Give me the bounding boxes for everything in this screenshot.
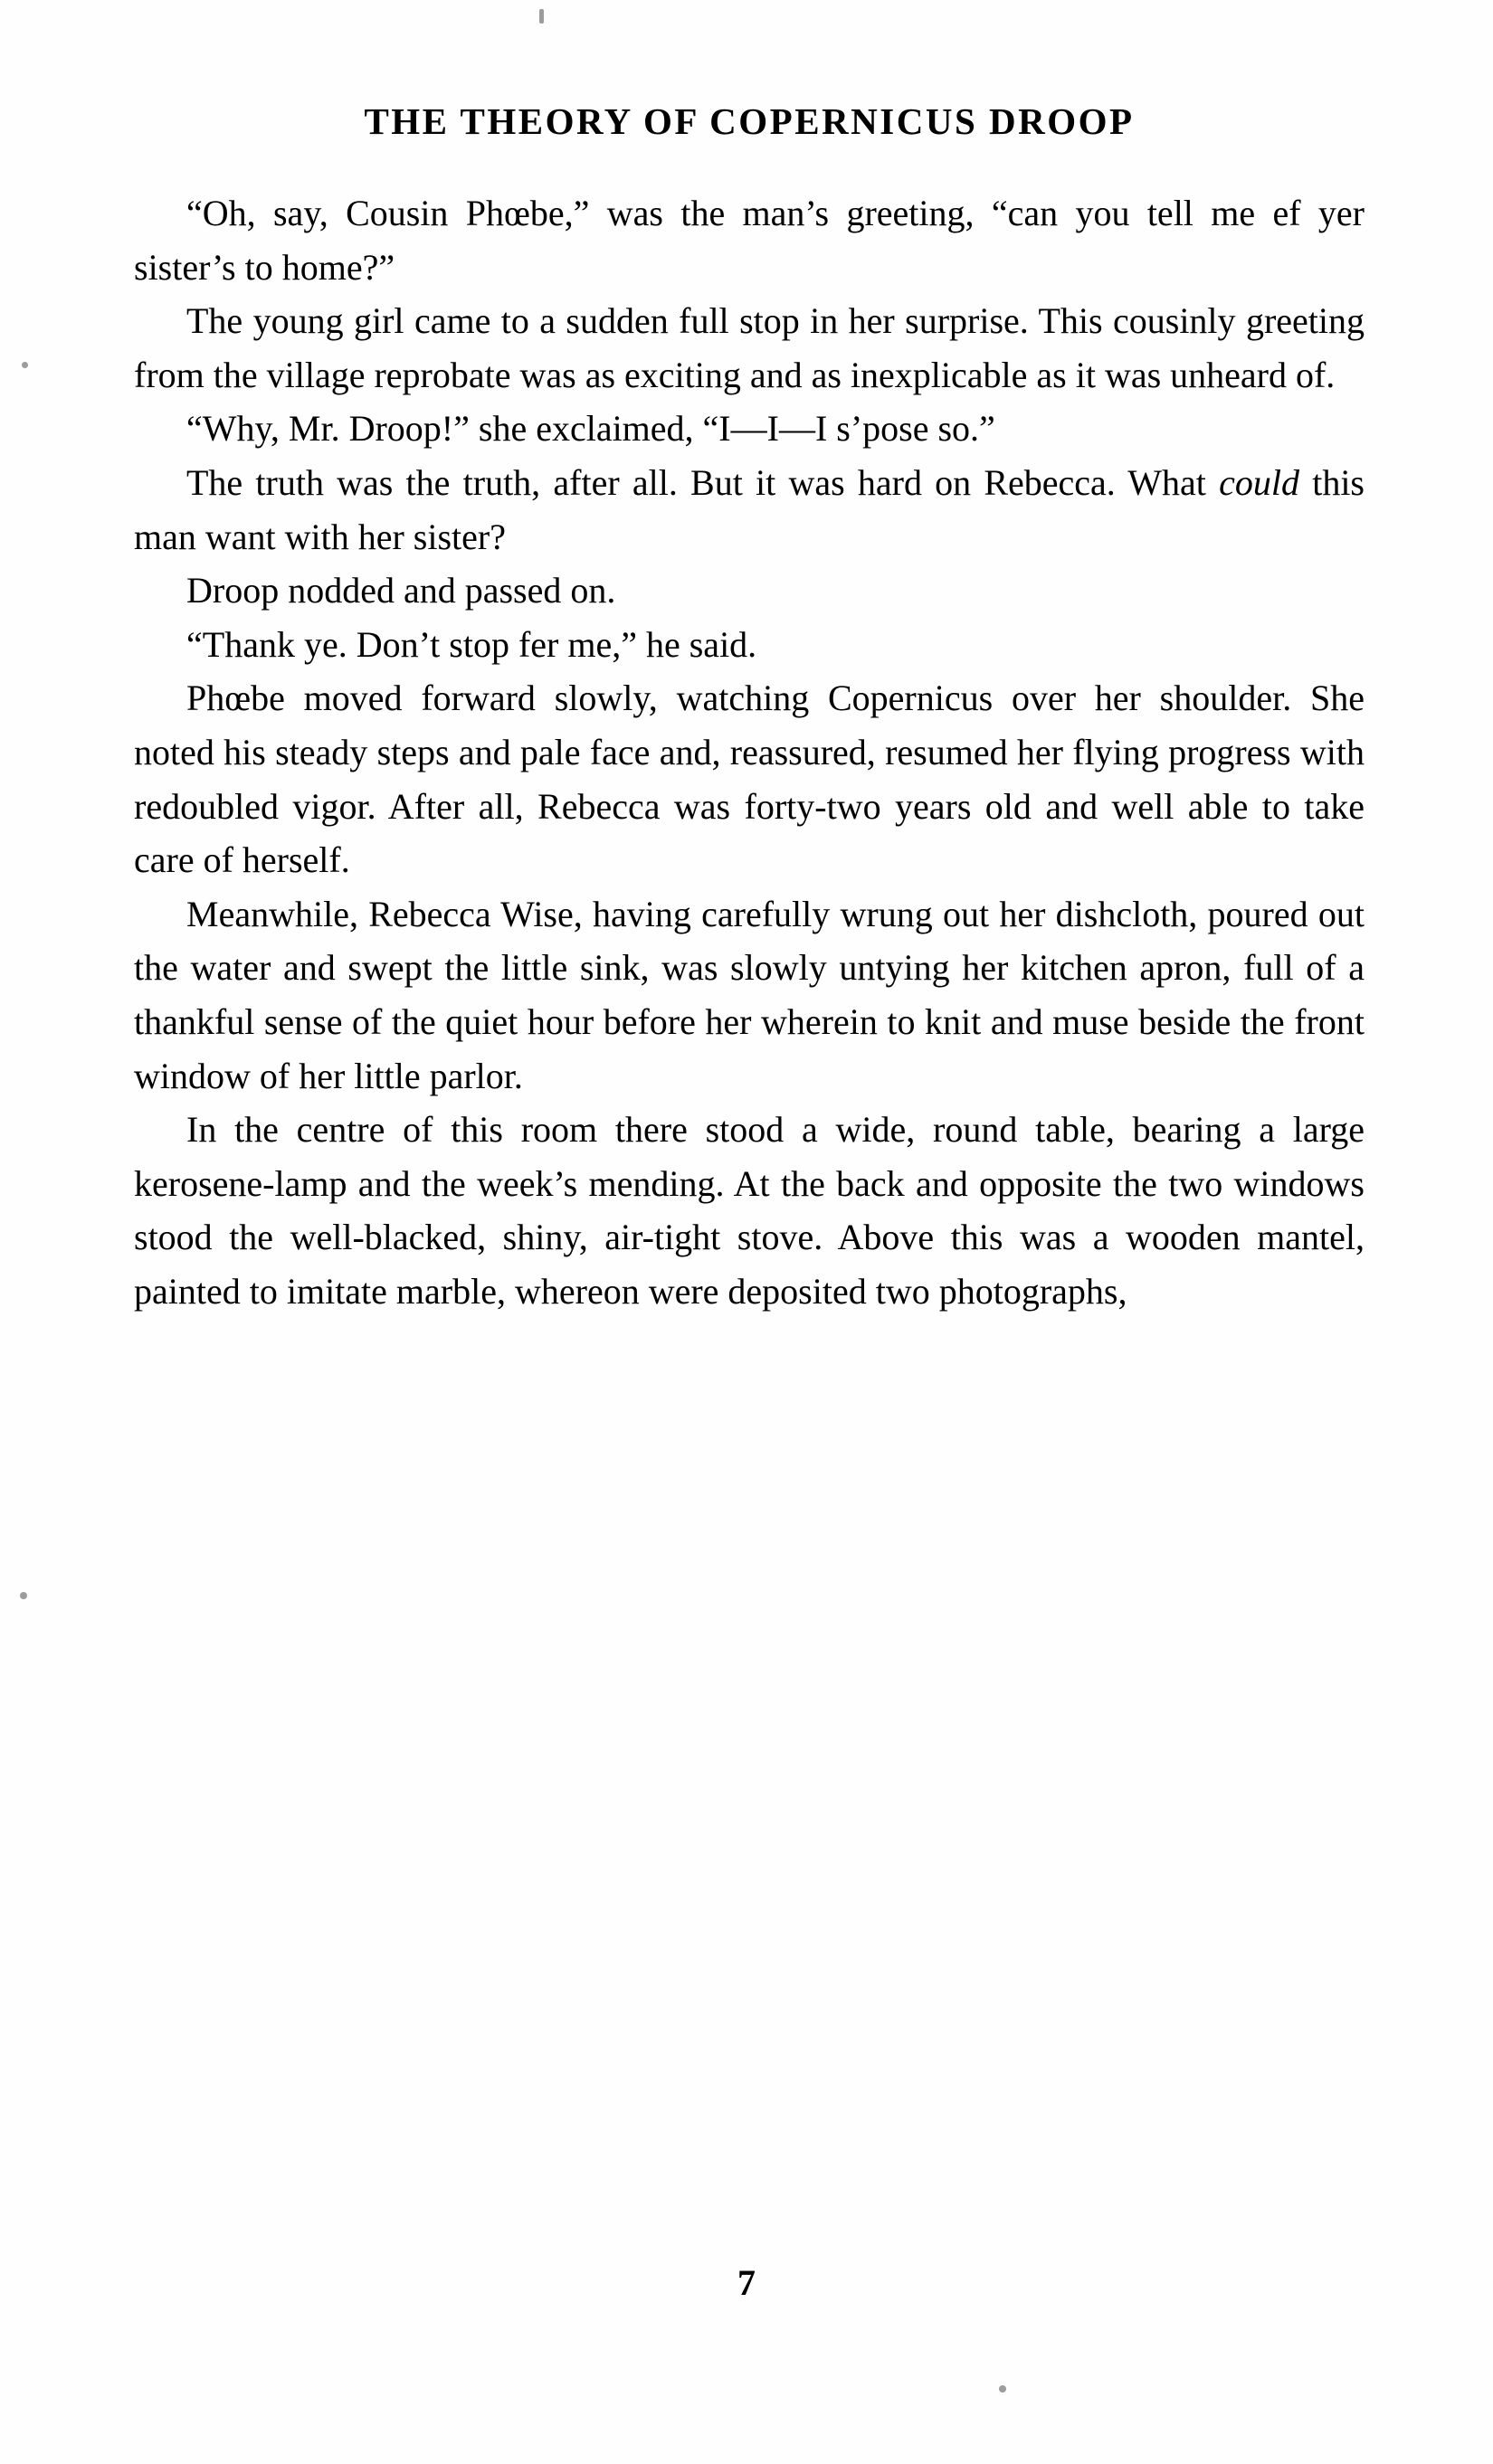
paragraph: [134, 456, 1365, 564]
paragraph: Phœbe moved forward slowly, watching Copernicus over her shoulder. She noted his steady steps and pale face and, reassured, resumed her flying progress with redoubled vigor. After all, Rebecca was forty-two years old and well able to take care of herself.: [134, 678, 1365, 881]
scan-artifact-speck: [22, 362, 28, 368]
page-content: [134, 100, 1365, 1318]
paragraph: The young girl came to a sudden full stop in her surprise. This cousinly greeting from the village reprobate was as exciting and as inexplicable as it was unheard of.: [134, 300, 1365, 395]
paragraph: “Why, Mr. Droop!” she exclaimed, “I—I—I s’pose so.”: [186, 408, 995, 450]
page-number: 7: [737, 2262, 756, 2303]
paragraph: Meanwhile, Rebecca Wise, having carefully wrung out her dishcloth, poured out the water and swept the little sink, was slowly untying her kitchen apron, full of a thankful sense of the quiet hour before her wherein to knit and muse beside the front window of her little parlor.: [134, 893, 1365, 1096]
scan-artifact-speck: [539, 9, 544, 24]
paragraph: Droop nodded and passed on.: [186, 570, 616, 611]
paragraph-part-before-emphasis: The truth was the truth, after all. But it was hard on Rebecca. What: [186, 461, 1220, 503]
body-text: [134, 186, 1365, 1318]
paragraph-part-after-emphasis: this man want with her sister?: [134, 461, 1365, 557]
scan-artifact-speck: [999, 2385, 1006, 2393]
scan-artifact-speck: [20, 1592, 27, 1599]
paragraph: “Oh, say, Cousin Phœbe,” was the man’s greeting, “can you tell me ef yer sister’s to home?”: [134, 193, 1365, 288]
running-head: THE THEORY OF COPERNICUS DROOP: [364, 100, 1135, 142]
emphasized-word: could: [1219, 461, 1299, 503]
paragraph: In the centre of this room there stood a wide, round table, bearing a large kerosene-lamp and the week’s mending. At the back and opposite the two windows stood the well-blacked, shiny, air-tight stove. Above this was a wooden mantel, painted to imitate marble, whereon were deposited two photographs,: [134, 1109, 1365, 1312]
paragraph: “Thank ye. Don’t stop fer me,” he said.: [186, 623, 757, 665]
